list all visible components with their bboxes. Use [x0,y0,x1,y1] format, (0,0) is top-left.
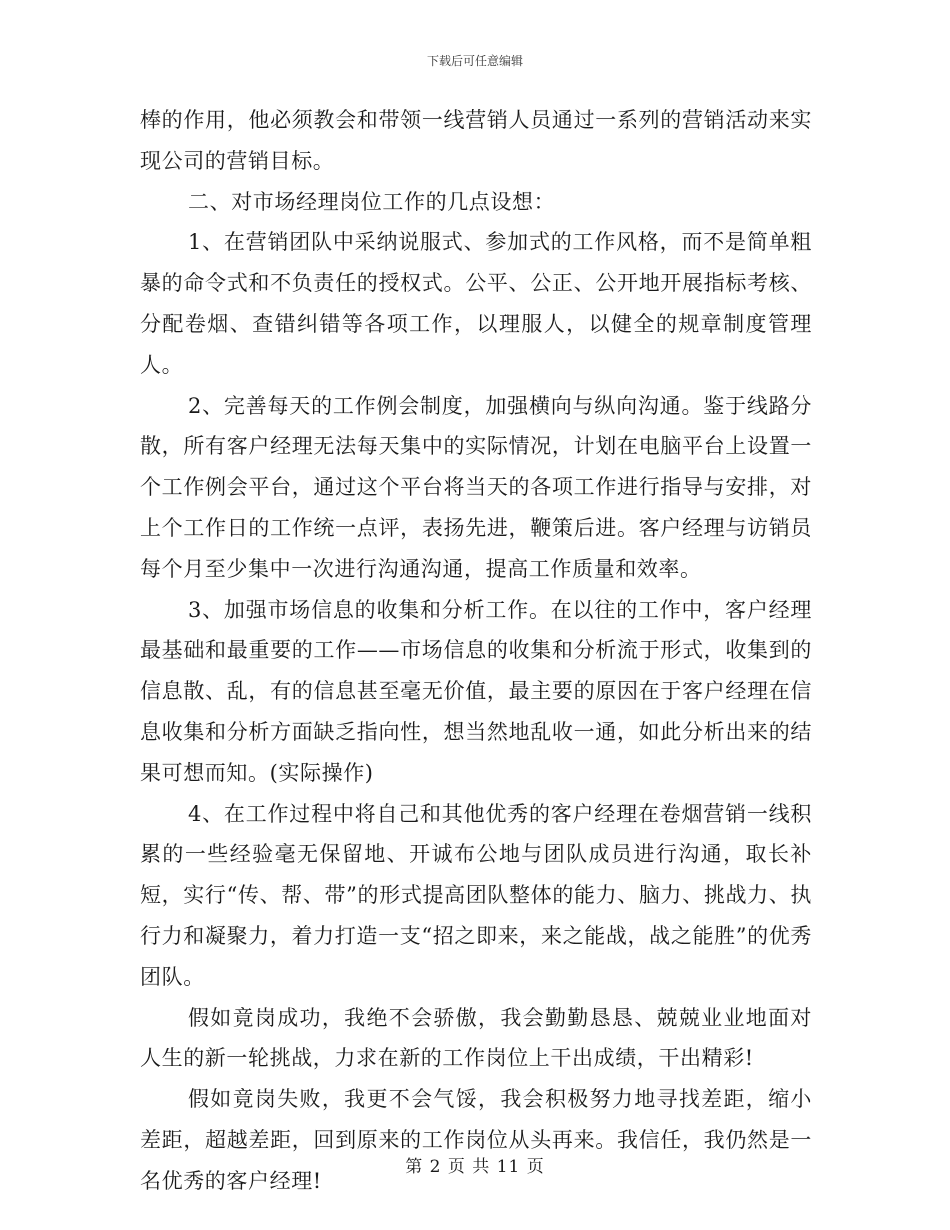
paragraph-point-4: 4、在工作过程中将自己和其他优秀的客户经理在卷烟营销一线积累的一些经验毫无保留地、开诚布公地与团队成员进行沟通，取长补短，实行“传、帮、带”的形式提高团队整体的能力、脑力、挑战力、执行力和凝聚力，着力打造一支“招之即来，来之能战，战之能胜”的优秀团队。 [140,801,812,989]
document-body [140,100,812,1202]
paragraph-point-2: 2、完善每天的工作例会制度，加强横向与纵向沟通。鉴于线路分散，所有客户经理无法每天集中的实际情况，计划在电脑平台上设置一个工作例会平台，通过这个平台将当天的各项工作进行指导与安排，对上个工作日的工作统一点评，表扬先进，鞭策后进。客户经理与访销员每个月至少集中一次进行沟通沟通，提高工作质量和效率。 [140,393,812,581]
paragraph-continuation: 棒的作用，他必须教会和带领一线营销人员通过一系列的营销活动来实现公司的营销目标。 [140,108,812,173]
section-heading: 二、对市场经理岗位工作的几点设想： [188,189,556,214]
paragraph-point-3: 3、加强市场信息的收集和分析工作。在以往的工作中，客户经理最基础和最重要的工作——市场信息的收集和分析流于形式，收集到的信息散、乱，有的信息甚至毫无价值，最主要的原因在于客户经理在信息收集和分析方面缺乏指向性，想当然地乱收一通，如此分析出来的结果可想而知。(实际操作) [140,597,812,785]
page-header: 下载后可任意编辑 [426,54,523,68]
paragraph-point-1: 1、在营销团队中采纳说服式、参加式的工作风格，而不是简单粗暴的命令式和不负责任的授权式。公平、公正、公开地开展指标考核、分配卷烟、查错纠错等各项工作，以理服人，以健全的规章制度管理人。 [140,230,812,377]
paragraph-success: 假如竟岗成功，我绝不会骄傲，我会勤勤恳恳、兢兢业业地面对人生的新一轮挑战，力求在新的工作岗位上干出成绩，干出精彩! [140,1005,812,1071]
paragraph-failure: 假如竟岗失败，我更不会气馁，我会积极努力地寻找差距，缩小差距，超越差距，回到原来的工作岗位从头再来。我信任，我仍然是一名优秀的客户经理! [140,1087,812,1193]
page-number: 第 2 页 共 11 页 [405,1157,545,1177]
